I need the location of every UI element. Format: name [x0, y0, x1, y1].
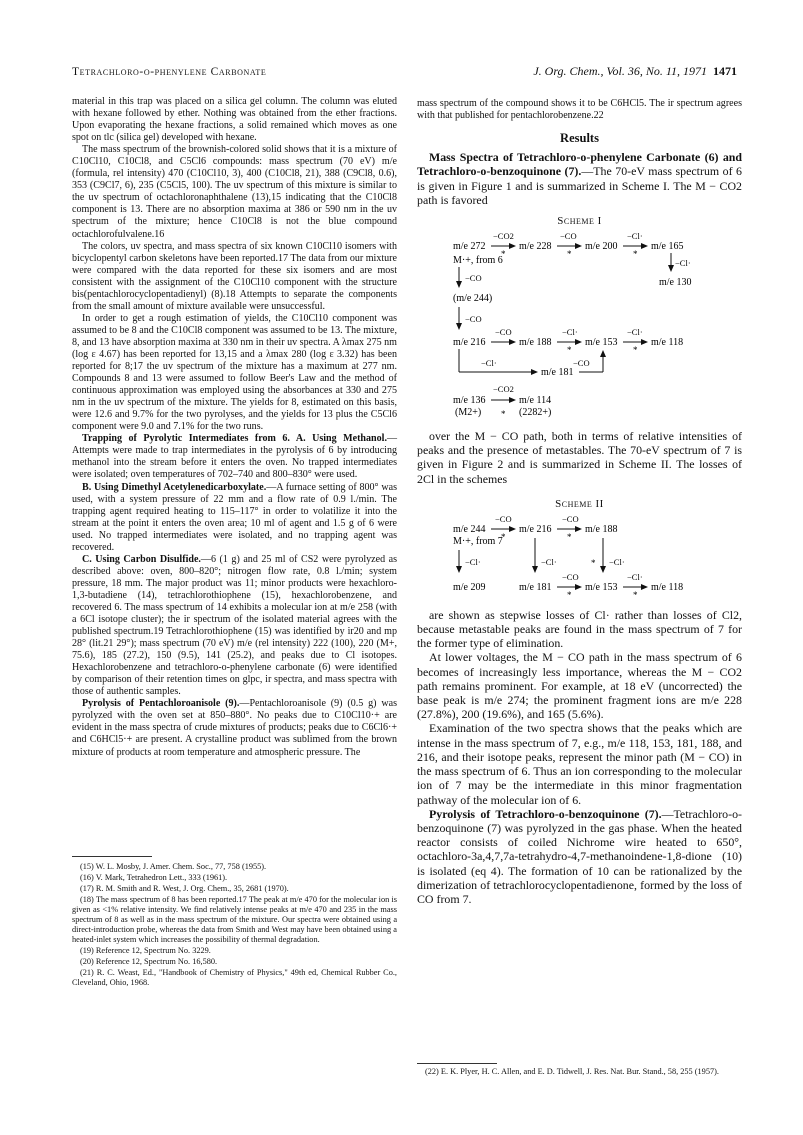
loss-label: −CO2: [493, 231, 514, 241]
paragraph: over the M − CO path, both in terms of relative intensities of peaks and the presence of metastables. The 70-eV spectrum of 7 is given in Figure 2 and is summarized in Scheme II. The losses of 2Cl in the schemes: [417, 429, 742, 486]
paragraph: In order to get a rough estimation of yields, the C10Cl10 component was assumed to be 8 and the C10Cl8 component was assumed to be 13. The mixture, 8, and 13 have absorption maxima at 330 nm in their uv spectra. A λmax 275 nm (log ε 4.67) has been reported for 13,15 and a λmax 280 (log ε 3.32) has been reported for 8;17 the uv spectrum of the mixture has a maximum at 277 nm. Compounds 8 and 13 were assumed to follow Beer's Law and the method of continuous approximation was employed using the absorbances at 330 and 275 nm in the uv spectrum of the mixture. The yields for 8, estimated on this basis, were 12.6 and 9.7% for the two pyrolyses, and the yields for 13 plus the C5Cl6 component were 9.0 and 7.1% for the two runs.: [72, 312, 397, 433]
metastable-star: *: [501, 531, 506, 542]
scheme-title: Scheme II: [555, 497, 604, 510]
loss-label: −Cl·: [675, 258, 691, 268]
running-title: Tetrachloro-o-phenylene Carbonate: [72, 66, 267, 78]
paragraph: The colors, uv spectra, and mass spectra of six known C10Cl10 isomers with bicyclopentyl carbon skeletons have been reported.17 The data from our mixture were compared with the data reported for these six isomers and are most consistent with the assignment of the C10Cl10 component with the structure bis(pentachlorocyclopentadienyl) (8).18 Attempts to separate the components from the small amount of mixture available were unsuccessful.: [72, 240, 397, 312]
metastable-star: *: [591, 557, 596, 568]
footnotes-left: [72, 862, 397, 989]
loss-label: −Cl·: [627, 231, 643, 241]
loss-label: −CO: [560, 231, 577, 241]
ion-label: m/e 216: [519, 523, 552, 535]
footnotes-right: [417, 1067, 742, 1077]
loss-label: −CO: [495, 513, 512, 524]
loss-label: −CO: [495, 327, 512, 337]
footnote: (17) R. M. Smith and R. West, J. Org. Chem., 35, 2681 (1970).: [80, 884, 289, 893]
ion-label: m/e 216: [453, 337, 486, 348]
ion-label: m/e 188: [519, 337, 552, 348]
paragraph: [72, 433, 397, 481]
ion-charge-label: (2282+): [519, 407, 552, 418]
ion-label: m/e 165: [651, 241, 684, 252]
ion-label: m/e 188: [585, 523, 618, 535]
ion-label: m/e 118: [651, 581, 684, 593]
paragraph-body: —Pentachloroanisole (9) (0.5 g) was pyrolyzed with the oven set at 850–880°. No peaks due to C10Cl10·+ are evident in the mass spectra of crude mixtures of products; peaks due to C6Cl6·+ and C6HCl5·+ are present. A crystalline product was sublimed from the brown mixture of products at room temperature and atmospheric pressure. The: [72, 698, 397, 758]
run-in-heading: Pyrolysis of Pentachloroanisole (9).: [82, 698, 240, 710]
loss-label: −Cl·: [541, 556, 557, 567]
footnote: (20) Reference 12, Spectrum No. 16,580.: [80, 957, 218, 966]
paragraph: [72, 482, 397, 554]
scheme-2-diagram: [417, 512, 742, 608]
journal-header: [482, 64, 737, 79]
left-column: [72, 96, 397, 759]
footnote-divider: [72, 856, 152, 857]
ion-label: (m/e 244): [453, 293, 493, 304]
metastable-star: *: [501, 409, 506, 419]
loss-label: −CO2: [493, 384, 514, 394]
paragraph: material in this trap was placed on a silica gel column. The column was eluted with hexane followed by ether. Nothing was obtained from the ether fractions. Upon evaporating the hexane fractions, a solid remained which moves as one spot on tlc (silica gel) developed with hexane.: [72, 96, 397, 144]
paragraph-body: —Tetrachloro-o-benzoquinone (7) was pyrolyzed in the gas phase. When the heated reactor consists of coiled Nichrome wire heated to 650°, octachloro-3a,4,7,7a-tetrahydro-4,7-methanoindene-1,8-dione (10) is isolated (eq 4). The formation of 10 can be rationalized by the dimerization of tetrachlorocyclopentadienone, formed by the loss of CO from 7.: [417, 806, 742, 906]
metastable-star: *: [567, 249, 572, 259]
paragraph: At lower voltages, the M − CO path in the mass spectrum of 6 becomes of increasingly less importance, whereas the M − CO2 path remains prominent. For example, at 18 eV (uncorrected) the base peak is m/e 274; the prominent fragment ions are m/e 228 (27.8%), 200 (19.6%), and 165 (5.6%).: [417, 650, 742, 722]
paragraph-body: —6 (1 g) and 25 ml of CS2 were pyrolyzed as described above: oven, 800–820°; nitrogen flow rate, 0.8 l./min; system pressure, 18 mm. The major product was 11; minor products were hexachloro-1,3-butadiene (14), tetrachlorothiophene (15), hexachlorobenzene, and recovered 6. The mass spectrum of 14 exhibits a molecular ion at m/e 258 (with a 6Cl isotope cluster); the ir spectrum of the isolated material agrees with the published spectrum.19 Tetrachlorothiophene (15) was identified by ir20 and mp 28° (lit.21 29°); mass spectrum (70 eV) m/e (rel intensity) 222 (100), 220 (M+, 75.6), 185 (27.2), 150 (9.5), 141 (25.2), and peaks due to Cl isotopes. Hexachlorobenzene and tetrachloro-o-phenylene carbonate (6) were identified by comparison of their retention times on glpc, ir spectra, and mass spectra with those of authentic samples.: [72, 553, 398, 698]
run-in-heading: Trapping of Pyrolytic Intermediates from 6. A. Using Methanol.: [82, 433, 387, 445]
footnote: (22) E. K. Plyer, H. C. Allen, and E. D. Tidwell, J. Res. Nat. Bur. Stand., 58, 255 (1957).: [425, 1067, 719, 1076]
ion-label: m/e 118: [651, 337, 684, 348]
metastable-star: *: [567, 589, 572, 600]
section-heading: Results: [560, 131, 599, 146]
page-number: 1471: [713, 64, 737, 78]
footnote: (21) R. C. Weast, Ed., "Handbook of Chemistry of Physics," 49th ed, Chemical Rubber Co., Cleveland, Ohio, 1968.: [72, 968, 397, 987]
ion-label: m/e 136: [453, 395, 486, 406]
paragraph: The mass spectrum of the brownish-colored solid shows that it is a mixture of C10Cl10, C10Cl8, and C5Cl6 compounds: mass spectrum (70 eV) m/e (formula, rel intensity) 470 (C10Cl10, 3), 400 (C10Cl8, 21), 388 (C9Cl8, 0.6), 353 (C9Cl7, 6), 235 (C5Cl5, 100). The uv spectrum of this mixture is similar to the uv spectrum of octachloronaphthalene (13),15 indicating that the C10Cl8 component is 13. There are no absorption maxima at 386 or 590 nm in the uv spectrum of the mixture; hence C10Cl8 is not the blue compound octachlorofulvalene.16: [72, 144, 397, 240]
scheme-title: Scheme I: [557, 214, 602, 227]
paragraph: mass spectrum of the compound shows it to be C6HCl5. The ir spectrum agrees with that published for pentachlorobenzene.22: [417, 98, 742, 122]
ion-label: m/e 114: [519, 395, 552, 406]
scheme-1-diagram: [417, 229, 742, 429]
run-in-heading: Mass Spectra of Tetrachloro-o-phenylene Carbonate (6) and Tetrachloro-o-benzoquinone (7).: [417, 150, 742, 179]
metastable-star: *: [567, 345, 572, 355]
ion-label: m/e 153: [585, 581, 618, 593]
paragraph: Examination of the two spectra shows that the peaks which are intense in the mass spectrum of 7, e.g., m/e 118, 153, 181, 188, and 216, and their isotope peaks, represent the minor path (M − CO) in the mass spectrum of 6. Thus an ion corresponding to the molecular ion of 7 may be the intermediate in this minor fragmentation pathway of the molecular ion of 6.: [417, 721, 742, 807]
paragraph: [72, 554, 397, 699]
journal-citation: J. Org. Chem., Vol. 36, No. 11, 1971: [533, 64, 707, 78]
ion-label: m/e 130: [659, 277, 692, 288]
footnote-divider: [417, 1063, 497, 1064]
metastable-star: *: [567, 531, 572, 542]
footnote: (19) Reference 12, Spectrum No. 3229.: [80, 946, 211, 955]
ion-label: m/e 200: [585, 241, 618, 252]
loss-label: −Cl·: [627, 327, 643, 337]
metastable-star: *: [633, 345, 638, 355]
loss-label: −CO: [562, 571, 579, 582]
ion-label: m/e 272: [453, 241, 486, 252]
run-in-heading: Pyrolysis of Tetrachloro-o-benzoquinone (7).: [429, 806, 662, 821]
run-in-heading: B. Using Dimethyl Acetylenedicarboxylate.: [82, 481, 267, 493]
paragraph: [417, 150, 742, 207]
loss-label: −Cl·: [609, 556, 625, 567]
ion-label: m/e 244: [453, 523, 486, 535]
loss-label: −CO: [573, 358, 590, 368]
footnote: (18) The mass spectrum of 8 has been reported.17 The peak at m/e 470 for the molecular ion is given as <1% relative intensity. We find relatively intense peaks at m/e 470 and 235 in the mass spectrum of 8 as well as in the mass spectrum of the mixture. Our spectra were obtained using a direct-introduction probe, whereas the data from Smith and West may have been obtained using a heated-inlet system which increases the possibility of thermal degradation.: [72, 895, 397, 944]
footnote: (15) W. L. Mosby, J. Amer. Chem. Soc., 77, 758 (1955).: [80, 862, 267, 871]
metastable-star: *: [633, 249, 638, 259]
loss-label: −Cl·: [481, 358, 497, 368]
loss-label: −Cl·: [465, 556, 481, 567]
right-column: [417, 98, 742, 906]
run-in-heading: C. Using Carbon Disulfide.: [82, 553, 201, 565]
paragraph-body: —A furnace setting of 800° was used, with a system pressure of 22 mm and a flow rate of 0.9 l./min. The trapping agent required heating to 115–117° in order to volatilize it into the stream at the point it enters the oven area; 10 ml of agent and 1.5 g of 6 were used. No trapped intermediates were isolated, and no trapping agent was recovered.: [72, 481, 398, 553]
ion-label: m/e 209: [453, 581, 486, 593]
molecular-ion-label: M·+, from 7: [453, 535, 503, 547]
loss-label: −CO: [465, 314, 482, 324]
paragraph: [72, 698, 397, 758]
loss-label: −Cl·: [627, 571, 643, 582]
footnote: (16) V. Mark, Tetrahedron Lett., 333 (1961).: [80, 873, 228, 882]
loss-label: −CO: [562, 513, 579, 524]
ion-label: m/e 181: [519, 581, 552, 593]
ion-label: m/e 228: [519, 241, 552, 252]
loss-label: −Cl·: [562, 327, 578, 337]
ion-label: m/e 181: [541, 367, 574, 378]
molecular-ion-label: M·+, from 6: [453, 255, 503, 266]
paragraph-body: —The 70-eV mass spectrum of 6 is given in Figure 1 and is summarized in Scheme I. The M − CO2 path is favored: [417, 164, 743, 207]
metastable-star: *: [633, 589, 638, 600]
paragraph-body: —Attempts were made to trap intermediates in the pyrolysis of 6 by introducing methanol into the stream before it enters the oven. No trapped intermediates were isolated; oven temperatures of 702–740 and 800–830° were used.: [72, 433, 397, 481]
ion-charge-label: (M2+): [455, 407, 482, 418]
paragraph: are shown as stepwise losses of Cl· rather than losses of Cl2, because metastable peaks are found in the mass spectrum of 7 for the former type of elimination.: [417, 607, 742, 651]
metastable-star: *: [501, 249, 506, 259]
loss-label: −CO: [465, 273, 482, 283]
ion-label: m/e 153: [585, 337, 618, 348]
paragraph: [417, 807, 742, 906]
